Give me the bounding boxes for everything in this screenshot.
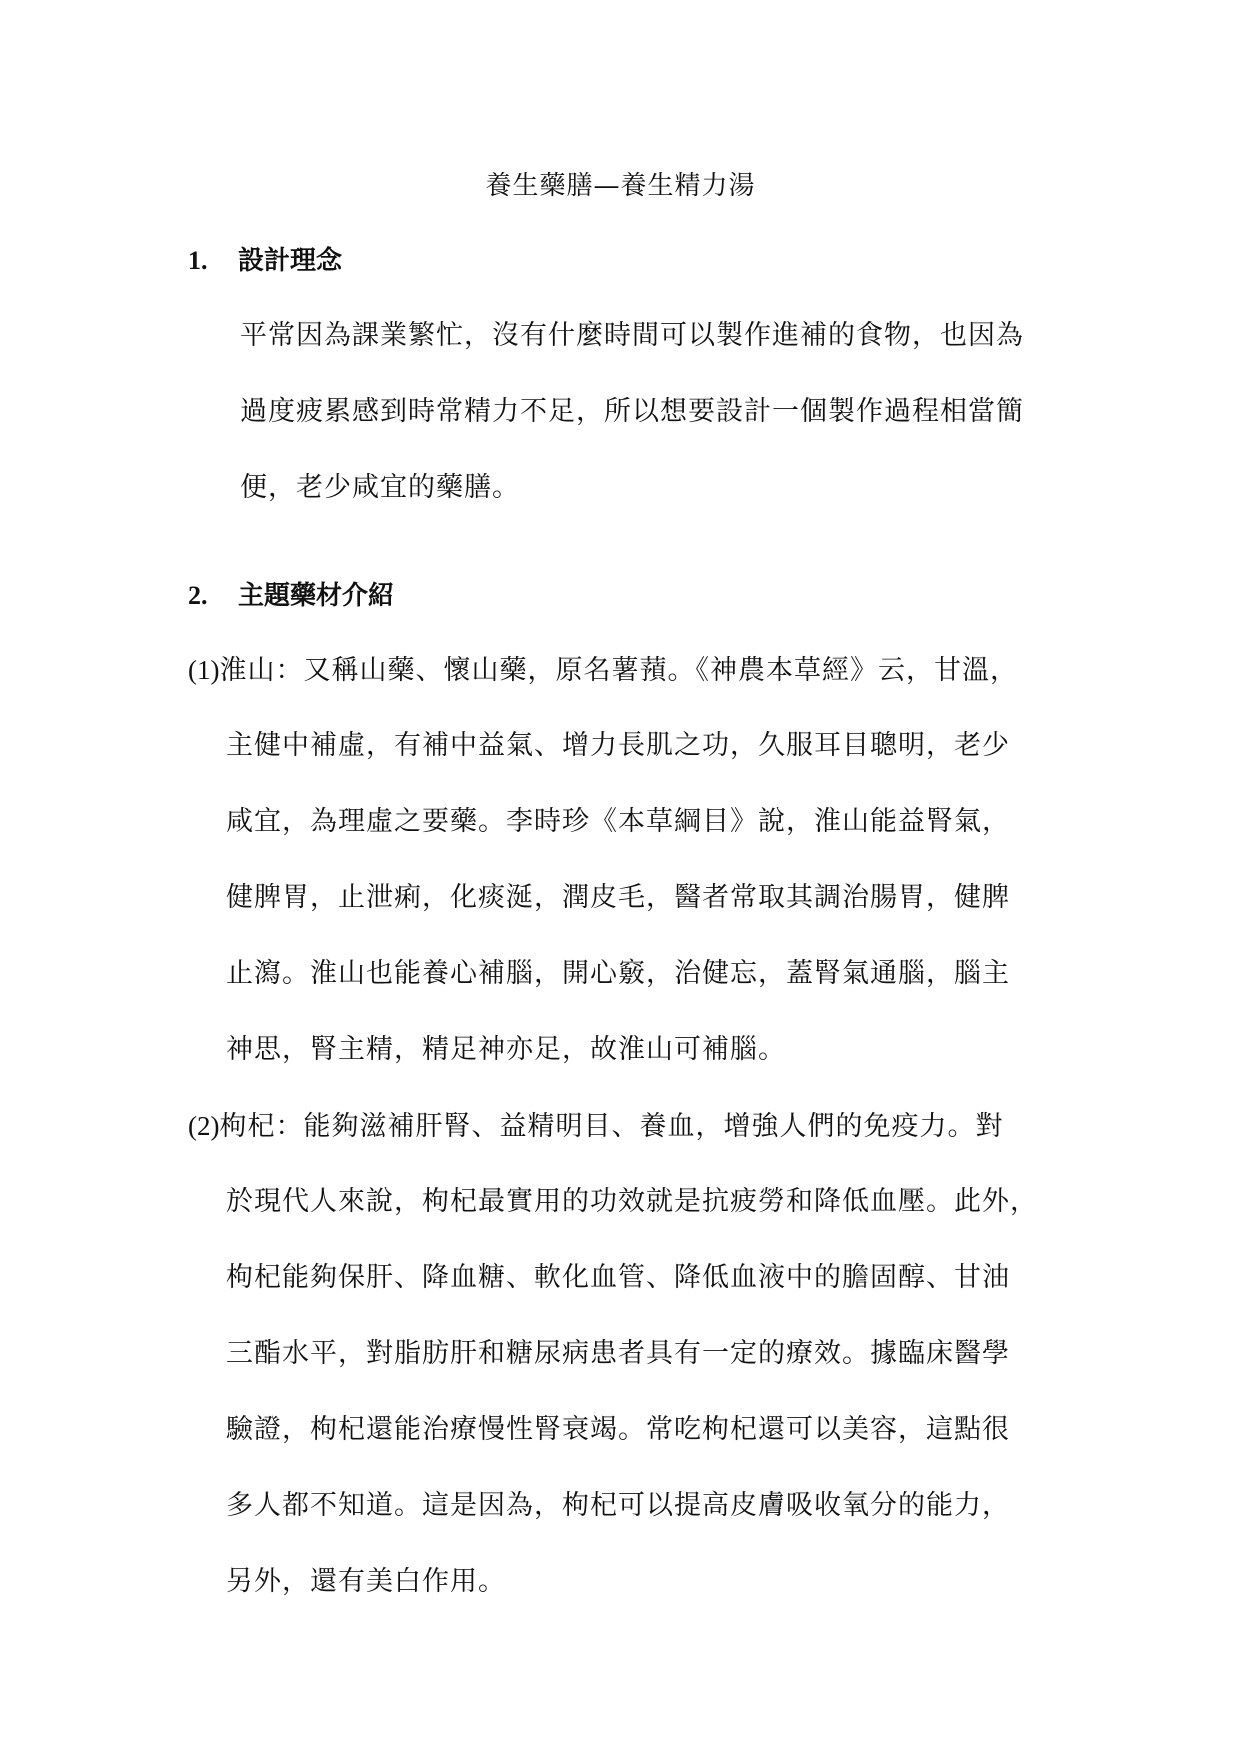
section-title: 設計理念 (238, 246, 343, 276)
document-title: 養生藥膳—養生精力湯 (485, 171, 756, 201)
herb-item-goji (188, 1088, 1068, 1620)
paragraph-line: 另外，還有美白作用。 (226, 1566, 506, 1597)
paragraph-line: 過度疲累感到時常精力不足，所以想要設計一個製作過程相當簡 (240, 396, 1024, 427)
section-heading-herb-intro (188, 576, 394, 616)
paragraph-line: 驗證，枸杞還能治療慢性腎衰竭。常吃枸杞還可以美容，這點很 (226, 1414, 1010, 1445)
design-concept-paragraph (240, 298, 1060, 526)
paragraph-line: 止瀉。淮山也能養心補腦，開心竅，治健忘，蓋腎氣通腦，腦主 (226, 958, 1010, 989)
item-marker: (1) (188, 655, 220, 685)
paragraph-line (188, 632, 1068, 708)
section-number: 2. (188, 581, 208, 610)
paragraph-line: 三酯水平，對脂肪肝和糖尿病患者具有一定的療效。據臨床醫學 (226, 1338, 1010, 1369)
paragraph-line: 主健中補虛，有補中益氣、增力長肌之功，久服耳目聰明，老少 (226, 730, 1010, 761)
paragraph-line: 神思，腎主精，精足神亦足，故淮山可補腦。 (226, 1034, 786, 1065)
paragraph-line: 於現代人來說，枸杞最實用的功效就是抗疲勞和降低血壓。此外， (226, 1186, 1038, 1217)
herb-item-huaishan (188, 632, 1068, 1088)
item-line-text: 枸杞：能夠滋補肝腎、益精明目、養血，增強人們的免疫力。對 (219, 1111, 1004, 1142)
paragraph-line: 枸杞能夠保肝、降血糖、軟化血管、降低血液中的膽固醇、甘油 (226, 1262, 1010, 1293)
paragraph-line: 平常因為課業繁忙，沒有什麼時間可以製作進補的食物，也因為 (240, 320, 1024, 351)
item-line-text: 淮山：又稱山藥、懷山藥，原名薯蕷。《神農本草經》云，甘溫， (219, 655, 1018, 686)
section-heading-design-concept (188, 241, 342, 281)
paragraph-line: 健脾胃，止泄痢，化痰涎，潤皮毛，醫者常取其調治腸胃，健脾 (226, 882, 1010, 913)
paragraph-line (188, 1088, 1068, 1164)
paragraph-line: 多人都不知道。這是因為，枸杞可以提高皮膚吸收氧分的能力， (226, 1490, 1010, 1521)
paragraph-line: 咸宜，為理虛之要藥。李時珍《本草綱目》說，淮山能益腎氣， (226, 806, 1010, 837)
paragraph-line: 便，老少咸宜的藥膳。 (240, 472, 520, 503)
section-number: 1. (188, 246, 208, 275)
section-title: 主題藥材介紹 (238, 581, 395, 611)
item-marker: (2) (188, 1111, 220, 1141)
